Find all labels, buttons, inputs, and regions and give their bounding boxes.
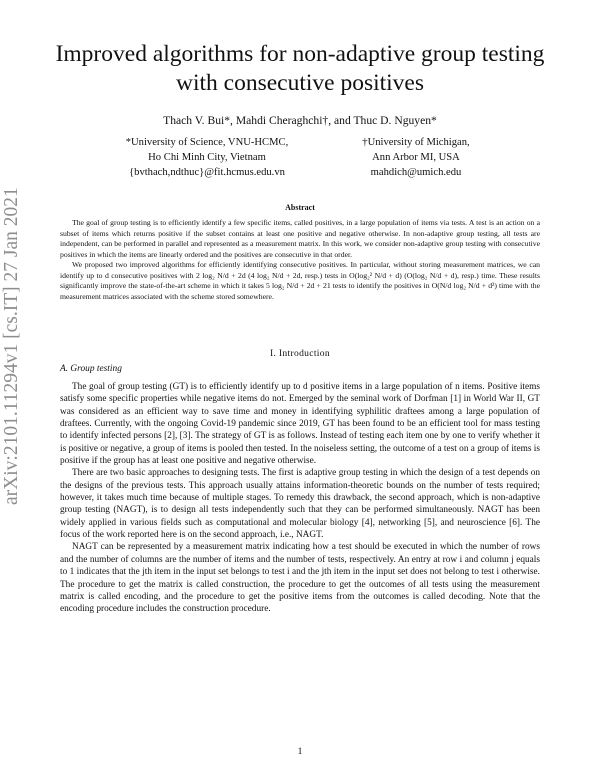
subsection-heading: A. Group testing <box>60 364 122 374</box>
section-heading: I. Introduction <box>270 348 330 359</box>
abstract-heading: Abstract <box>285 203 315 212</box>
affiliation-line: Ann Arbor MI, USA <box>372 152 460 163</box>
body-paragraph: The goal of group testing (GT) is to efficiently identify up to d positive items in a large population of n items. Positive items satisfy some specific properties while negative items do not. Emerged by the seminal work of Dorfman [1] in World War II, GT was considered as an efficient way to save time and money in identifying syphilitic draftees among a large population of draftees. Currently, with the ongoing Covid-19 pandemic since 2019, GT has been found to be an efficient tool for mass testing to identify infected persons [2], [3]. The strategy of GT is as follows. Instead of testing each item one by one to verify whether it is positive or negative, a group of items is pooled then tested. In the noiseless setting, the outcome of a test on a group of items is positive if the group has at least one positive and negative otherwise. <box>60 382 540 467</box>
body-paragraph: NAGT can be represented by a measurement matrix indicating how a test should be executed in which the number of rows and the number of columns are the number of items and the number of tests, respectively. An entry at row i and column j equals to 1 indicates that the jth item in the input set belongs to test i and the jth item in the input set does not belong to test i otherwise. The procedure to get the matrix is called construction, the procedure to get the outcomes of all tests using the measurement matrix is called encoding, and the procedure to get the positive items from the outcomes is called decoding. Note that the encoding procedure includes the construction procedure. <box>60 542 540 615</box>
affiliation-left <box>102 135 312 180</box>
affiliation-line: *University of Science, VNU-HCMC, <box>125 137 289 148</box>
paper-title: Improved algorithms for non-adaptive group testing with consecutive positives <box>55 41 545 96</box>
author-list: Thach V. Bui*, Mahdi Cheraghchi†, and Thuc D. Nguyen* <box>163 114 437 127</box>
body-paragraph: There are two basic approaches to designing tests. The first is adaptive group testing in which the design of a test depends on the designs of the previous tests. This approach usually attains information-theoretic bounds on the number of tests required; however, it takes much time because of multiple stages. To remedy this drawback, the second approach, which is non-adaptive group testing (NAGT), is to design all tests independently such that they can be performed simultaneously. NAGT has been widely applied in various fields such as computational and molecular biology [4], networking [5], and neuroscience [6]. The focus of the work reported here is on the second approach, i.e., NAGT. <box>60 468 540 541</box>
affiliation-line: †University of Michigan, <box>362 137 470 148</box>
affiliation-email: {bvthach,ndthuc}@fit.hcmus.edu.vn <box>129 167 285 178</box>
body-text <box>60 381 540 616</box>
affiliation-right <box>336 135 496 180</box>
affiliation-line: Ho Chi Minh City, Vietnam <box>148 152 266 163</box>
arxiv-identifier-stamp: arXiv:2101.11294v1 [cs.IT] 27 Jan 2021 <box>1 187 22 505</box>
abstract-paragraph: The goal of group testing is to efficiently identify a few specific items, called positives, in a large population of items via tests. A test is an action on a subset of items which returns positive if the subset contains at least one positive and negative otherwise. In non-adaptive group testing, all tests are independent, can be performed in parallel and represented as a measurement matrix. In this work, we consider non-adaptive group testing with consecutive positives in which the items are linearly ordered and the positives are consecutive in that order. <box>60 218 540 259</box>
affiliation-email: mahdich@umich.edu <box>370 167 462 178</box>
abstract-body <box>60 218 540 302</box>
page-number: 1 <box>297 747 303 757</box>
abstract-paragraph: We proposed two improved algorithms for efficiently identifying consecutive positives. In particular, without storing measurement matrices, we can identify up to d consecutive positives with 2 log₂ N/d + 2d (4 log₂ N/d + 2d, resp.) tests in O(log₂² N/d + d) (O(log₂ N/d + d), resp.) time. These results significantly improve the state-of-the-art scheme in which it takes 5 log₂ N/d + 2d + 21 tests to identify the positives in O(N/d log₂ N/d + d²) time with the measurement matrices associated with the scheme stored somewhere. <box>60 260 540 301</box>
